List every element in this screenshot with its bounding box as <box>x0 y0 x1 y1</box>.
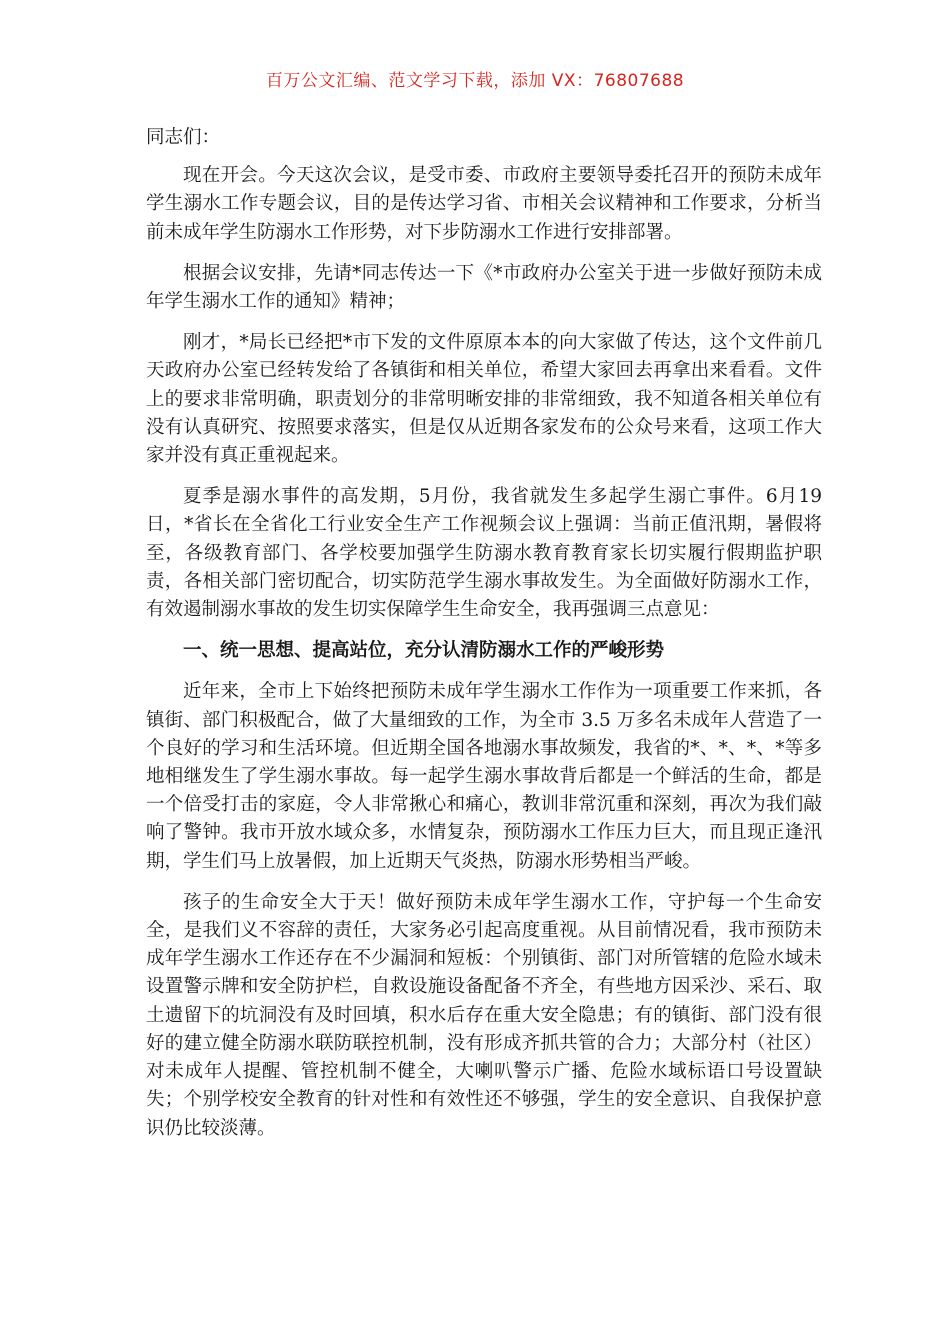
paragraph-summer-risk: 夏季是溺水事件的高发期，5月份，我省就发生多起学生溺亡事件。6月19日，*省长在全省化工行业安全生产工作视频会议上强调：当前正值汛期，暑假将至，各级教育部门、各学校要加强学生防溺水教育教育家长切实履行假期监护职责，各相关部门密切配合，切实防范学生溺水事故发生。为全面做好防溺水工作，有效遏制溺水事故的发生切实保障学生生命安全，我再强调三点意见： <box>146 486 822 621</box>
paragraph-recent-years: 近年来，全市上下始终把预防未成年学生溺水工作作为一项重要工作来抓，各镇街、部门积极配合，做了大量细致的工作，为全市 3.5 万多名未成年人营造了一个良好的学习和生活环境。但近期全国各地溺水事故频发，我省的*、*、*、*等多地相继发生了学生溺水事故。每一起学生溺水事故背后都是一个鲜活的生命，都是一个倍受打击的家庭，令人非常揪心和痛心，教训非常沉重和深刻，再次为我们敲响了警钟。我市开放水域众多，水情复杂，预防溺水工作压力巨大，而且现正逢汛期，学生们马上放暑假，加上近期天气炎热，防溺水形势相当严峻。 <box>146 681 822 872</box>
document-body <box>146 124 822 1156</box>
paragraph-opening: 现在开会。今天这次会议，是受市委、市政府主要领导委托召开的预防未成年学生溺水工作专题会议，目的是传达学习省、市相关会议精神和工作要求，分析当前未成年学生防溺水工作形势，对下步防溺水工作进行安排部署。 <box>146 165 822 243</box>
header-banner: 百万公文汇编、范文学习下载，添加 VX：76807688 <box>265 71 685 91</box>
paragraph-child-safety: 孩子的生命安全大于天！做好预防未成年学生溺水工作，守护每一个生命安全，是我们义不容辞的责任，大家务必引起高度重视。从目前情况看，我市预防未成年学生溺水工作还存在不少漏洞和短板：个别镇街、部门对所管辖的危险水域未设置警示牌和安全防护栏，自救设施设备配备不齐全，有些地方因采沙、采石、取土遗留下的坑洞没有及时回填，积水后存在重大安全隐患；有的镇街、部门没有很好的建立健全防溺水联防联控机制，没有形成齐抓共管的合力；大部分村（社区）对未成年人提醒、管控机制不健全，大喇叭警示广播、危险水域标语口号设置缺失；个别学校安全教育的针对性和有效性还不够强，学生的安全意识、自我保护意识仍比较淡薄。 <box>146 891 822 1139</box>
salutation: 同志们： <box>146 127 221 148</box>
section-heading-1: 一、统一思想、提高站位，充分认清防溺水工作的严峻形势 <box>183 640 665 662</box>
paragraph-document-relay: 刚才，*局长已经把*市下发的文件原原本本的向大家做了传达，这个文件前几天政府办公室已经转发给了各镇街和相关单位，希望大家回去再拿出来看看。文件上的要求非常明确，职责划分的非常明晰安排的非常细致，我不知道各相关单位有没有认真研究、按照要求落实，但是仅从近期各家发布的公众号来看，这项工作大家并没有真正重视起来。 <box>146 332 822 467</box>
paragraph-arrangement: 根据会议安排，先请*同志传达一下《*市政府办公室关于进一步做好预防未成年学生溺水工作的通知》精神； <box>146 262 822 313</box>
